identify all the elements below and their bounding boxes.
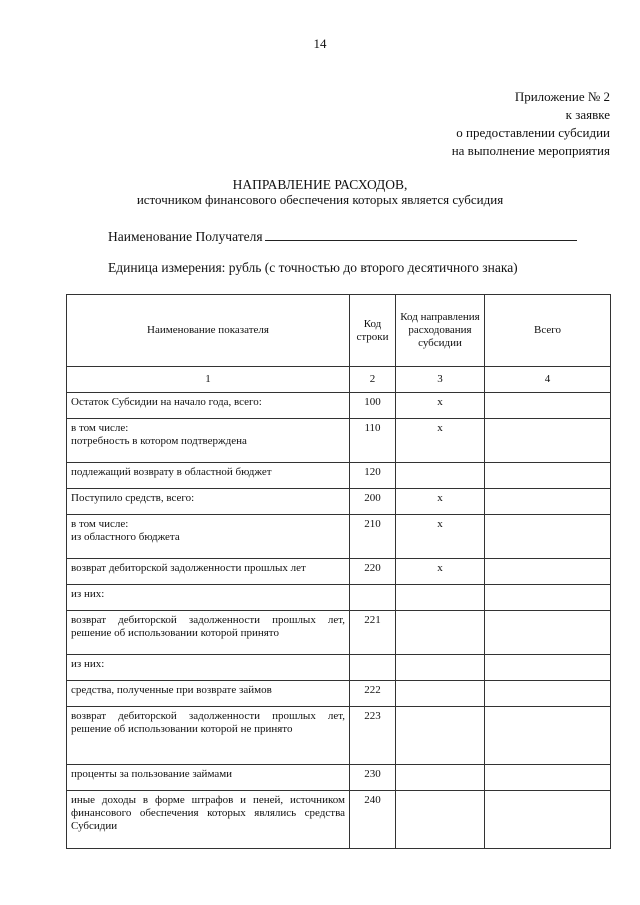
row-name: Поступило средств, всего: (67, 489, 350, 515)
document-subtitle: источником финансового обеспечения которых является субсидия (136, 192, 504, 207)
row-direction-code (396, 611, 485, 655)
row-total (485, 463, 611, 489)
table-row (67, 707, 611, 765)
row-name (67, 515, 350, 559)
table-row (67, 791, 611, 849)
table-row (67, 585, 611, 611)
header-name: Наименование показателя (67, 295, 350, 367)
table-row (67, 419, 611, 463)
row-name-line: в том числе: (71, 518, 129, 530)
row-name: возврат дебиторской задолженности прошлых лет, решение об использовании которой принято (67, 611, 350, 655)
row-code: 240 (350, 791, 396, 849)
appendix-line: о предоставлении субсидии (456, 125, 610, 140)
row-code: 100 (350, 393, 396, 419)
row-total (485, 559, 611, 585)
recipient-label: Наименование Получателя (108, 229, 263, 244)
row-direction-code (396, 585, 485, 611)
row-direction-code (396, 707, 485, 765)
column-number-row (67, 367, 611, 393)
row-code: 210 (350, 515, 396, 559)
row-direction-code (396, 681, 485, 707)
row-code (350, 585, 396, 611)
row-total (485, 655, 611, 681)
table-row (67, 681, 611, 707)
row-name: из них: (67, 585, 350, 611)
row-direction-code: x (396, 515, 485, 559)
row-name: проценты за пользование займами (67, 765, 350, 791)
row-name: иные доходы в форме штрафов и пеней, источником финансового обеспечения которых являлись средства Субсидии (67, 791, 350, 849)
row-direction-code (396, 765, 485, 791)
row-total (485, 791, 611, 849)
row-name: Остаток Субсидии на начало года, всего: (67, 393, 350, 419)
row-direction-code (396, 655, 485, 681)
row-total (485, 611, 611, 655)
appendix-line: к заявке (565, 107, 610, 122)
row-total (485, 515, 611, 559)
document-title: НАПРАВЛЕНИЕ РАСХОДОВ, (232, 177, 408, 192)
row-total (485, 393, 611, 419)
row-code: 110 (350, 419, 396, 463)
table-row (67, 655, 611, 681)
row-total (485, 765, 611, 791)
row-direction-code (396, 791, 485, 849)
row-name: возврат дебиторской задолженности прошлых лет (67, 559, 350, 585)
row-total (485, 681, 611, 707)
row-total (485, 585, 611, 611)
row-name: из них: (67, 655, 350, 681)
appendix-line: Приложение № 2 (514, 89, 610, 104)
column-number: 4 (485, 367, 611, 393)
row-total (485, 419, 611, 463)
row-direction-code: x (396, 393, 485, 419)
row-code: 223 (350, 707, 396, 765)
page-number: 14 (313, 36, 327, 51)
table-row (67, 515, 611, 559)
table-row (67, 765, 611, 791)
row-direction-code: x (396, 559, 485, 585)
table-row (67, 611, 611, 655)
row-code (350, 655, 396, 681)
column-number: 2 (350, 367, 396, 393)
row-code: 221 (350, 611, 396, 655)
row-name: средства, полученные при возврате займов (67, 681, 350, 707)
row-code: 220 (350, 559, 396, 585)
row-code: 230 (350, 765, 396, 791)
recipient-blank-line (265, 228, 577, 241)
table-row (67, 393, 611, 419)
header-row (67, 295, 611, 367)
row-name (67, 419, 350, 463)
row-name: подлежащий возврату в областной бюджет (67, 463, 350, 489)
row-name-line: в том числе: (71, 422, 129, 434)
row-total (485, 707, 611, 765)
table-row (67, 489, 611, 515)
row-direction-code (396, 463, 485, 489)
appendix-line: на выполнение мероприятия (451, 143, 610, 158)
header-direction-code: Код направления расходования субсидии (396, 295, 485, 367)
table-row (67, 559, 611, 585)
row-code: 222 (350, 681, 396, 707)
row-code: 120 (350, 463, 396, 489)
expenses-table (66, 294, 611, 849)
row-name-line: из областного бюджета (71, 531, 180, 543)
row-total (485, 489, 611, 515)
recipient-field (108, 228, 577, 245)
header-total: Всего (485, 295, 611, 367)
column-number: 1 (67, 367, 350, 393)
header-code: Код строки (350, 295, 396, 367)
row-name-line: потребность в котором подтверждена (71, 435, 247, 447)
appendix-block (452, 88, 610, 160)
unit-of-measure: Единица измерения: рубль (с точностью до второго десятичного знака) (108, 260, 518, 275)
row-direction-code: x (396, 489, 485, 515)
column-number: 3 (396, 367, 485, 393)
row-direction-code: x (396, 419, 485, 463)
row-name: возврат дебиторской задолженности прошлых лет, решение об использовании которой не принято (67, 707, 350, 765)
row-code: 200 (350, 489, 396, 515)
table-row (67, 463, 611, 489)
